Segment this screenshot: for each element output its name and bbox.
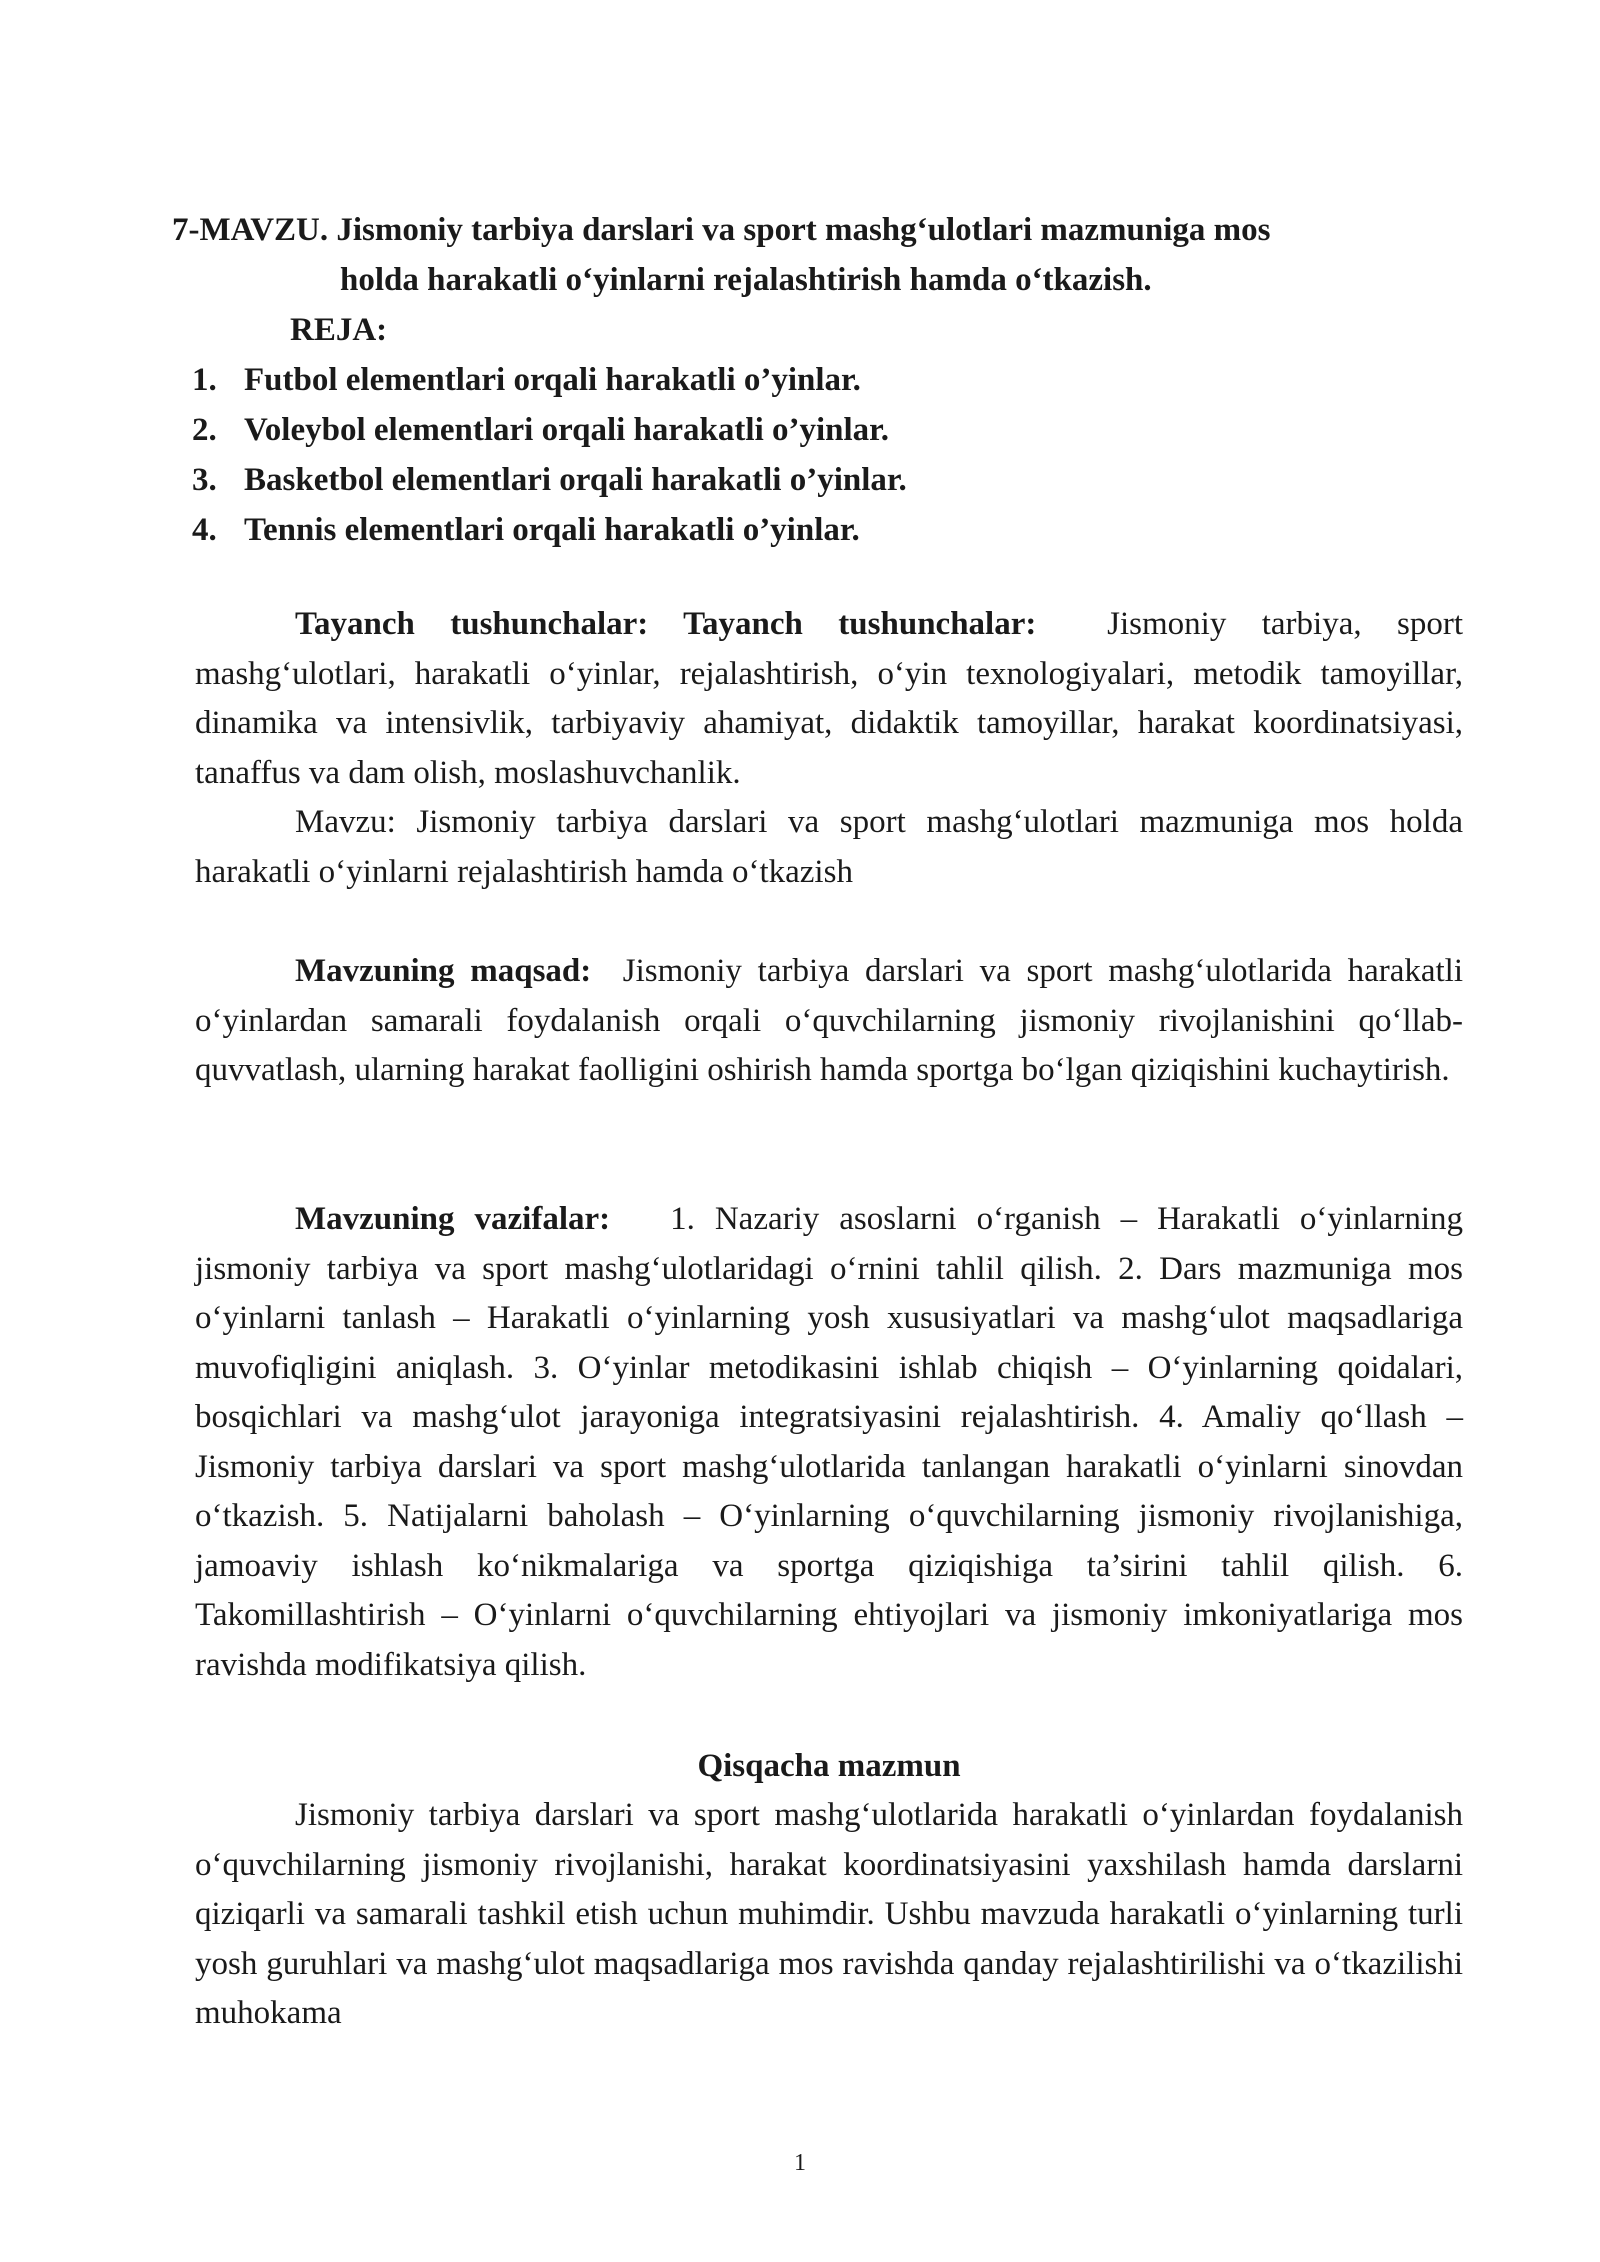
document-title-line-2: holda harakatli o‘yinlarni rejalashtirish hamda o‘tkazish. (340, 262, 1152, 298)
plan-item-number: 3. (192, 462, 217, 498)
tasks-label: Mavzuning vazifalar: (295, 1201, 611, 1237)
plan-item-text: Futbol elementlari orqali harakatli o’yinlar. (244, 362, 861, 398)
goal-label: Mavzuning maqsad: (295, 953, 592, 989)
topic-text: Mavzu: Jismoniy tarbiya darslari va sport mashg‘ulotlari mazmuniga mos holda harakatli o‘yinlarni rejalashtirish hamda o‘tkazish (195, 804, 1463, 890)
key-concepts-label: Tayanch tushunchalar: Tayanch tushunchalar: (295, 606, 1037, 642)
key-concepts-text: Jismoniy tarbiya, sport mashg‘ulotlari, harakatli o‘yinlar, rejalashtirish, o‘yin texnologiyalari, metodik tamoyillar, dinamika va intensivlik, tarbiyaviy ahamiyat, didaktik tamoyillar, harakat koordinatsiyasi, tanaffus va dam olish, moslashuvchanlik. (195, 606, 1464, 791)
tasks-text: 1. Nazariy asoslarni o‘rganish – Harakatli o‘yinlarning jismoniy tarbiya va sport mashg‘ulotlaridagi o‘rnini tahlil qilish. 2. Dars mazmuniga mos o‘yinlarni tanlash – Harakatli o‘yinlarning yosh xususiyatlari va mashg‘ulot maqsadlariga muvofiqligini aniqlash. 3. O‘yinlar metodikasini ishlab chiqish – O‘yinlarning qoidalari, bosqichlari va mashg‘ulot jarayoniga integratsiyasini rejalashtirish. 4. Amaliy qo‘llash – Jismoniy tarbiya darslari va sport mashg‘ulotlarida tanlangan harakatli o‘yinlarni sinovdan o‘tkazish. 5. Natijalarni baholash – O‘yinlarning o‘quvchilarning jismoniy rivojlanishiga, jamoaviy ishlash ko‘nikmalariga va sportga qiziqishiga ta’sirini tahlil qilish. 6. Takomillashtirish – O‘yinlarni o‘quvchilarning ehtiyojlari va jismoniy imkoniyatlariga mos ravishda modifikatsiya qilish. (195, 1201, 1463, 1683)
plan-item (192, 405, 907, 455)
topic-paragraph (195, 798, 1463, 897)
page-number: 1 (794, 2150, 806, 2176)
plan-item (192, 355, 907, 405)
goal-paragraph (195, 947, 1463, 1096)
key-concepts-paragraph (195, 600, 1463, 798)
goal-text: Jismoniy tarbiya darslari va sport mashg‘ulotlarida harakatli o‘yinlardan samarali foydalanish orqali o‘quvchilarning jismoniy rivojlanishini qo‘llab-quvvatlash, ularning harakat faolligini oshirish hamda sportga bo‘lgan qiziqishini kuchaytirish. (195, 953, 1464, 1088)
plan-item (192, 455, 907, 505)
plan-item-text: Tennis elementlari orqali harakatli o’yinlar. (244, 512, 860, 548)
plan-item-number: 2. (192, 412, 217, 448)
plan-item-text: Basketbol elementlari orqali harakatli o’yinlar. (244, 462, 907, 498)
summary-paragraph (195, 1791, 1463, 2039)
plan-item-number: 4. (192, 512, 217, 548)
document-title-line-1: 7-MAVZU. Jismoniy tarbiya darslari va sport mashg‘ulotlari mazmuniga mos (172, 212, 1271, 248)
plan-item (192, 505, 907, 555)
tasks-paragraph (195, 1195, 1463, 1690)
summary-heading: Qisqacha mazmun (697, 1748, 961, 1784)
plan-list (192, 355, 907, 555)
plan-item-text: Voleybol elementlari orqali harakatli o’yinlar. (244, 412, 890, 448)
summary-text: Jismoniy tarbiya darslari va sport mashg‘ulotlarida harakatli o‘yinlardan foydalanish o‘quvchilarning jismoniy rivojlanishi, harakat koordinatsiyasini yaxshilash hamda darslarni qiziqarli va samarali tashkil etish uchun muhimdir. Ushbu mavzuda harakatli o‘yinlarning turli yosh guruhlari va mashg‘ulot maqsadlariga mos ravishda qanday rejalashtirilishi va o‘tkazilishi muhokama (195, 1797, 1463, 2031)
plan-item-number: 1. (192, 362, 217, 398)
plan-label: REJA: (290, 312, 388, 348)
